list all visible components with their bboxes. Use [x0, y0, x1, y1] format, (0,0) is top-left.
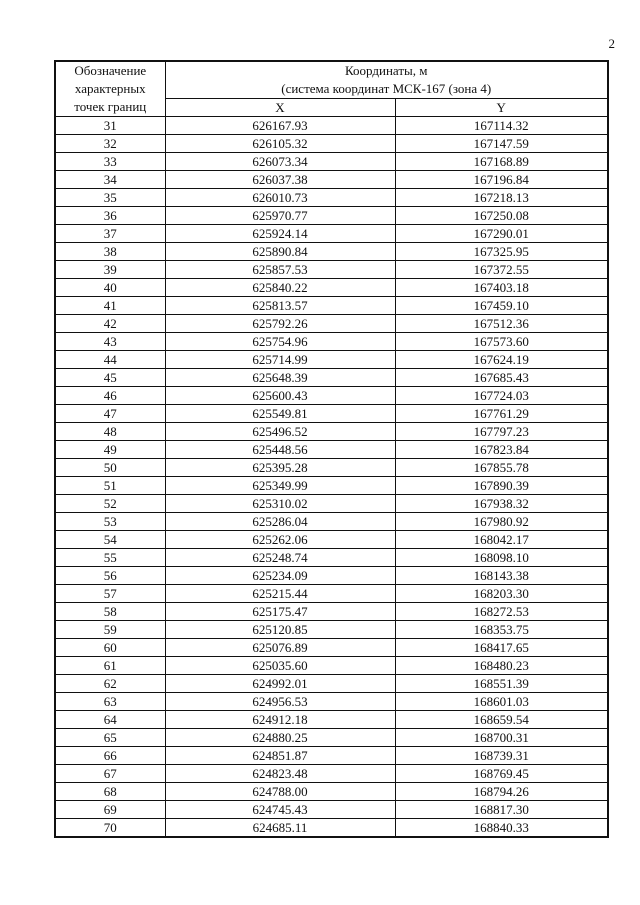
x-coordinate-cell: 625754.96: [165, 333, 395, 351]
y-coordinate-cell: 168353.75: [395, 621, 608, 639]
point-number-cell: 46: [55, 387, 165, 405]
y-coordinate-cell: 168840.33: [395, 819, 608, 838]
header-point-designation: [55, 61, 165, 117]
y-coordinate-cell: 167890.39: [395, 477, 608, 495]
point-number-cell: 33: [55, 153, 165, 171]
x-coordinate-cell: 625813.57: [165, 297, 395, 315]
table-row: [55, 189, 608, 207]
x-coordinate-cell: 624745.43: [165, 801, 395, 819]
y-coordinate-cell: 167724.03: [395, 387, 608, 405]
x-coordinate-cell: 625648.39: [165, 369, 395, 387]
point-number-cell: 51: [55, 477, 165, 495]
x-coordinate-cell: 624992.01: [165, 675, 395, 693]
table-row: [55, 495, 608, 513]
x-coordinate-cell: 625035.60: [165, 657, 395, 675]
table-row: [55, 801, 608, 819]
point-number-cell: 66: [55, 747, 165, 765]
x-coordinate-cell: 624823.48: [165, 765, 395, 783]
table-row: [55, 135, 608, 153]
table-row: [55, 639, 608, 657]
y-coordinate-cell: 168794.26: [395, 783, 608, 801]
page-number: 2: [608, 36, 615, 51]
point-number-cell: 39: [55, 261, 165, 279]
y-coordinate-cell: 167685.43: [395, 369, 608, 387]
point-number-cell: 64: [55, 711, 165, 729]
table-row: [55, 315, 608, 333]
point-number-cell: 42: [55, 315, 165, 333]
y-coordinate-cell: 168739.31: [395, 747, 608, 765]
x-coordinate-cell: 626167.93: [165, 117, 395, 135]
table-body: [55, 117, 608, 838]
y-coordinate-cell: 167372.55: [395, 261, 608, 279]
x-coordinate-cell: 625714.99: [165, 351, 395, 369]
table-header: [55, 61, 608, 117]
table-row: [55, 333, 608, 351]
point-number-cell: 52: [55, 495, 165, 513]
y-coordinate-cell: 167573.60: [395, 333, 608, 351]
table-row: [55, 171, 608, 189]
x-coordinate-cell: 625076.89: [165, 639, 395, 657]
x-coordinate-cell: 625600.43: [165, 387, 395, 405]
x-coordinate-cell: 625248.74: [165, 549, 395, 567]
y-coordinate-cell: 167250.08: [395, 207, 608, 225]
x-coordinate-cell: 624956.53: [165, 693, 395, 711]
point-number-cell: 47: [55, 405, 165, 423]
x-coordinate-cell: 625395.28: [165, 459, 395, 477]
table-row: [55, 819, 608, 838]
point-number-cell: 57: [55, 585, 165, 603]
y-coordinate-cell: 168817.30: [395, 801, 608, 819]
point-number-cell: 67: [55, 765, 165, 783]
y-coordinate-cell: 168480.23: [395, 657, 608, 675]
table-row: [55, 225, 608, 243]
y-coordinate-cell: 167512.36: [395, 315, 608, 333]
table-row: [55, 297, 608, 315]
table-row: [55, 153, 608, 171]
header-x: X: [165, 99, 395, 117]
x-coordinate-cell: 625448.56: [165, 441, 395, 459]
x-coordinate-cell: 625792.26: [165, 315, 395, 333]
point-number-cell: 61: [55, 657, 165, 675]
y-coordinate-cell: 167855.78: [395, 459, 608, 477]
y-coordinate-cell: 167325.95: [395, 243, 608, 261]
y-coordinate-cell: 167290.01: [395, 225, 608, 243]
table-row: [55, 693, 608, 711]
table-row: [55, 531, 608, 549]
table-row: [55, 351, 608, 369]
point-number-cell: 50: [55, 459, 165, 477]
table-row: [55, 513, 608, 531]
x-coordinate-cell: 626010.73: [165, 189, 395, 207]
point-number-cell: 32: [55, 135, 165, 153]
y-coordinate-cell: 167624.19: [395, 351, 608, 369]
y-coordinate-cell: 167114.32: [395, 117, 608, 135]
y-coordinate-cell: 167938.32: [395, 495, 608, 513]
point-number-cell: 35: [55, 189, 165, 207]
table-row: [55, 117, 608, 135]
point-number-cell: 54: [55, 531, 165, 549]
x-coordinate-cell: 625120.85: [165, 621, 395, 639]
point-number-cell: 48: [55, 423, 165, 441]
point-number-cell: 36: [55, 207, 165, 225]
x-coordinate-cell: 625175.47: [165, 603, 395, 621]
table-row: [55, 675, 608, 693]
x-coordinate-cell: 625286.04: [165, 513, 395, 531]
x-coordinate-cell: 625549.81: [165, 405, 395, 423]
table-row: [55, 423, 608, 441]
table-row: [55, 243, 608, 261]
y-coordinate-cell: 167147.59: [395, 135, 608, 153]
point-number-cell: 63: [55, 693, 165, 711]
coordinates-table: [54, 60, 609, 838]
x-coordinate-cell: 624685.11: [165, 819, 395, 838]
y-coordinate-cell: 167797.23: [395, 423, 608, 441]
header-y: Y: [395, 99, 608, 117]
header-point-line: точек границ: [74, 99, 147, 114]
y-coordinate-cell: 168601.03: [395, 693, 608, 711]
x-coordinate-cell: 626073.34: [165, 153, 395, 171]
x-coordinate-cell: 624912.18: [165, 711, 395, 729]
table-row: [55, 603, 608, 621]
x-coordinate-cell: 624851.87: [165, 747, 395, 765]
table-row: [55, 441, 608, 459]
table-row: [55, 369, 608, 387]
point-number-cell: 37: [55, 225, 165, 243]
point-number-cell: 34: [55, 171, 165, 189]
table-row: [55, 477, 608, 495]
y-coordinate-cell: 168769.45: [395, 765, 608, 783]
x-coordinate-cell: 625310.02: [165, 495, 395, 513]
table-row: [55, 279, 608, 297]
header-point-line: Обозначение: [74, 63, 147, 78]
point-number-cell: 45: [55, 369, 165, 387]
y-coordinate-cell: 168143.38: [395, 567, 608, 585]
y-coordinate-cell: 167168.89: [395, 153, 608, 171]
y-coordinate-cell: 167218.13: [395, 189, 608, 207]
y-coordinate-cell: 168203.30: [395, 585, 608, 603]
x-coordinate-cell: 625215.44: [165, 585, 395, 603]
point-number-cell: 31: [55, 117, 165, 135]
x-coordinate-cell: 625857.53: [165, 261, 395, 279]
x-coordinate-cell: 625924.14: [165, 225, 395, 243]
point-number-cell: 70: [55, 819, 165, 838]
table-row: [55, 747, 608, 765]
y-coordinate-cell: 168417.65: [395, 639, 608, 657]
point-number-cell: 49: [55, 441, 165, 459]
x-coordinate-cell: 625840.22: [165, 279, 395, 297]
header-coordinates: [165, 61, 608, 99]
point-number-cell: 59: [55, 621, 165, 639]
y-coordinate-cell: 167403.18: [395, 279, 608, 297]
header-point-line: характерных: [74, 81, 146, 96]
table-row: [55, 657, 608, 675]
point-number-cell: 62: [55, 675, 165, 693]
y-coordinate-cell: 167980.92: [395, 513, 608, 531]
point-number-cell: 53: [55, 513, 165, 531]
x-coordinate-cell: 624788.00: [165, 783, 395, 801]
x-coordinate-cell: 625234.09: [165, 567, 395, 585]
y-coordinate-cell: 168098.10: [395, 549, 608, 567]
x-coordinate-cell: 625496.52: [165, 423, 395, 441]
point-number-cell: 68: [55, 783, 165, 801]
x-coordinate-cell: 626105.32: [165, 135, 395, 153]
y-coordinate-cell: 168551.39: [395, 675, 608, 693]
header-coordinates-title: Координаты, м: [345, 63, 428, 78]
y-coordinate-cell: 167761.29: [395, 405, 608, 423]
y-coordinate-cell: 168272.53: [395, 603, 608, 621]
point-number-cell: 38: [55, 243, 165, 261]
table-row: [55, 765, 608, 783]
point-number-cell: 55: [55, 549, 165, 567]
table-row: [55, 261, 608, 279]
point-number-cell: 69: [55, 801, 165, 819]
table-row: [55, 387, 608, 405]
point-number-cell: 60: [55, 639, 165, 657]
x-coordinate-cell: 624880.25: [165, 729, 395, 747]
header-coordinate-system: (система координат МСК-167 (зона 4): [281, 81, 492, 96]
y-coordinate-cell: 168700.31: [395, 729, 608, 747]
table-row: [55, 585, 608, 603]
table-row: [55, 549, 608, 567]
table-row: [55, 711, 608, 729]
point-number-cell: 44: [55, 351, 165, 369]
point-number-cell: 58: [55, 603, 165, 621]
table-row: [55, 405, 608, 423]
table-row: [55, 459, 608, 477]
table-row: [55, 729, 608, 747]
y-coordinate-cell: 168042.17: [395, 531, 608, 549]
point-number-cell: 65: [55, 729, 165, 747]
table-row: [55, 783, 608, 801]
table-row: [55, 207, 608, 225]
header-row: [55, 61, 608, 99]
table-row: [55, 567, 608, 585]
table-row: [55, 621, 608, 639]
x-coordinate-cell: 625970.77: [165, 207, 395, 225]
point-number-cell: 40: [55, 279, 165, 297]
x-coordinate-cell: 625890.84: [165, 243, 395, 261]
x-coordinate-cell: 625262.06: [165, 531, 395, 549]
y-coordinate-cell: 167196.84: [395, 171, 608, 189]
x-coordinate-cell: 625349.99: [165, 477, 395, 495]
y-coordinate-cell: 168659.54: [395, 711, 608, 729]
point-number-cell: 56: [55, 567, 165, 585]
point-number-cell: 43: [55, 333, 165, 351]
y-coordinate-cell: 167459.10: [395, 297, 608, 315]
y-coordinate-cell: 167823.84: [395, 441, 608, 459]
x-coordinate-cell: 626037.38: [165, 171, 395, 189]
point-number-cell: 41: [55, 297, 165, 315]
